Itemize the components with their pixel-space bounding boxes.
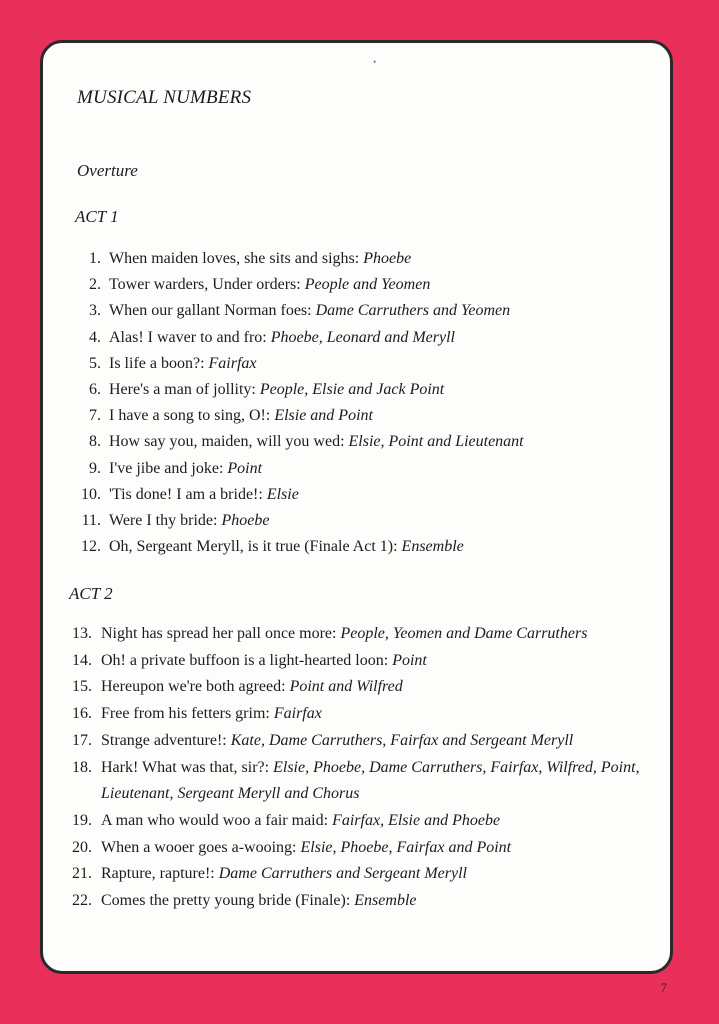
item-title: How say you, maiden, will you wed: — [109, 433, 349, 451]
item-number: 16. — [72, 705, 92, 723]
item-cast: Dame Carruthers and Yeomen — [315, 302, 511, 320]
item-title: Here's a man of jollity: — [109, 381, 260, 399]
item-number: 13. — [72, 625, 92, 642]
list-item — [73, 456, 663, 482]
item-title: Comes the pretty young bride (Finale): — [101, 892, 355, 910]
overture-heading: Overture — [77, 161, 138, 180]
item-number: 20. — [72, 838, 92, 856]
item-number: 18. — [72, 758, 92, 776]
item-title: Night has spread her pall once more: — [101, 625, 341, 642]
list-item — [73, 508, 663, 534]
item-title: Rapture, rapture!: — [101, 865, 219, 883]
item-cast: Fairfax, Elsie and Phoebe — [332, 811, 501, 829]
item-title: I have a song to sing, O!: — [109, 407, 275, 425]
act1-heading: ACT 1 — [75, 207, 119, 226]
item-title: When a wooer goes a-wooing: — [101, 838, 301, 856]
item-title: Oh, Sergeant Meryll, is it true (Finale Act 1): — [109, 538, 402, 556]
list-item — [73, 298, 663, 324]
list-item — [73, 482, 663, 508]
item-title: Alas! I waver to and fro: — [109, 328, 271, 346]
list-item — [73, 377, 663, 403]
item-title: Oh! a private buffoon is a light-hearted loon: — [101, 651, 393, 669]
item-cast: Dame Carruthers and Sergeant Meryll — [218, 865, 467, 883]
item-cast: People and Yeomen — [304, 276, 431, 294]
item-title: When our gallant Norman foes: — [109, 302, 316, 320]
list-item — [73, 534, 663, 560]
item-title: Is life a boon?: — [109, 354, 209, 372]
item-number: 5. — [89, 354, 101, 372]
item-number: 8. — [89, 433, 101, 451]
item-title: Free from his fetters grim: — [101, 705, 274, 723]
item-number: 11. — [81, 512, 101, 530]
item-number: 14. — [72, 651, 92, 669]
item-cast: Elsie, Phoebe, Dame Carruthers, Fairfax, Wilfred, Point, Lieutenant, Sergeant Meryll and Chorus — [101, 758, 640, 803]
list-item — [73, 272, 663, 298]
item-cast: Phoebe, Leonard and Meryll — [270, 328, 455, 346]
list-item — [73, 246, 663, 272]
item-cast: Elsie — [266, 485, 299, 503]
dot-mark: • — [373, 57, 377, 67]
item-cast: Point — [392, 651, 427, 669]
list-item — [73, 429, 663, 455]
item-number: 21. — [72, 865, 92, 883]
list-item — [64, 648, 664, 675]
item-cast: Ensemble — [401, 538, 464, 556]
item-cast: Ensemble — [354, 892, 417, 910]
item-title: Hereupon we're both agreed: — [101, 678, 290, 696]
item-cast: Phoebe — [221, 512, 270, 530]
item-title: When maiden loves, she sits and sighs: — [109, 250, 364, 267]
item-number: 1. — [89, 250, 101, 267]
list-item — [73, 403, 663, 429]
item-number: 4. — [89, 328, 101, 346]
item-number: 19. — [72, 811, 92, 829]
list-item — [64, 674, 664, 701]
item-cast: Point — [227, 459, 263, 477]
list-item — [64, 808, 664, 835]
list-item — [64, 621, 664, 648]
item-number: 3. — [89, 302, 101, 320]
list-item — [64, 888, 664, 915]
act2-list — [64, 621, 664, 915]
item-number: 12. — [81, 538, 101, 556]
list-item — [73, 325, 663, 351]
act1-list — [73, 246, 663, 560]
item-number: 15. — [72, 678, 92, 696]
page-number: 7 — [660, 980, 667, 995]
act2-heading: ACT 2 — [69, 584, 113, 603]
item-cast: Fairfax — [208, 354, 257, 372]
list-item — [64, 861, 664, 888]
page-card — [40, 40, 673, 974]
item-cast: People, Yeomen and Dame Carruthers — [340, 625, 588, 642]
item-number: 10. — [81, 485, 101, 503]
page-title: MUSICAL NUMBERS — [77, 87, 252, 108]
item-number: 9. — [89, 459, 101, 477]
item-cast: Elsie and Point — [274, 407, 373, 425]
item-cast: Fairfax — [273, 705, 322, 723]
item-number: 2. — [89, 276, 101, 294]
list-item — [64, 755, 664, 808]
item-number: 22. — [72, 892, 92, 910]
item-title: 'Tis done! I am a bride!: — [109, 485, 267, 503]
item-cast: Elsie, Point and Lieutenant — [348, 433, 524, 451]
item-number: 7. — [89, 407, 101, 425]
list-item — [64, 835, 664, 862]
item-title: Strange adventure!: — [101, 731, 231, 749]
item-title: Hark! What was that, sir?: — [101, 758, 274, 776]
item-cast: People, Elsie and Jack Point — [259, 381, 445, 399]
item-number: 17. — [72, 731, 92, 749]
item-title: Tower warders, Under orders: — [109, 276, 305, 294]
item-cast: Kate, Dame Carruthers, Fairfax and Sergeant Meryll — [230, 731, 574, 749]
item-cast: Elsie, Phoebe, Fairfax and Point — [300, 838, 512, 856]
item-number: 6. — [89, 381, 101, 399]
list-item — [73, 351, 663, 377]
item-title: I've jibe and joke: — [109, 459, 228, 477]
item-cast: Phoebe — [363, 250, 412, 267]
item-title: Were I thy bride: — [109, 512, 222, 530]
item-title: A man who would woo a fair maid: — [101, 811, 333, 829]
list-item — [64, 701, 664, 728]
item-cast: Point and Wilfred — [289, 678, 403, 696]
list-item — [64, 728, 664, 755]
